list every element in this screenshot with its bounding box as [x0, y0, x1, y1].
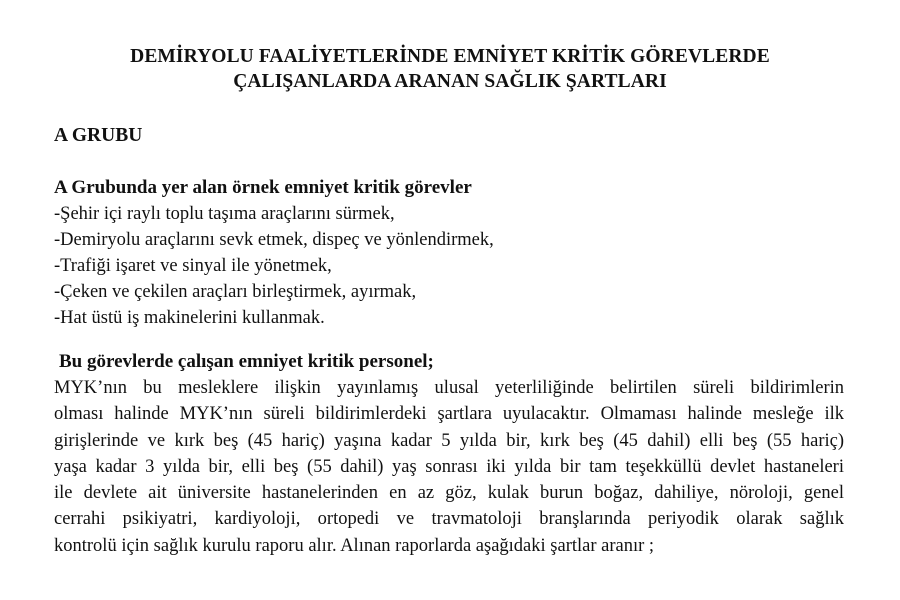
document-title-line-1: DEMİRYOLU FAALİYETLERİNDE EMNİYET KRİTİK GÖREVLERDE — [130, 46, 770, 67]
group-heading: A GRUBU — [54, 125, 143, 146]
paragraph-line: MYK’nın bu mesleklere ilişkin yayınlamış ulusal yeterliliğinde belirtilen süreli bildirimlerin — [54, 378, 844, 398]
requirements-paragraph — [54, 375, 844, 559]
document-title-line-2: ÇALIŞANLARDA ARANAN SAĞLIK ŞARTLARI — [233, 71, 667, 92]
personnel-heading: Bu görevlerde çalışan emniyet kritik personel; — [59, 351, 434, 372]
task-item: -Çeken ve çekilen araçları birleştirmek, ayırmak, — [54, 282, 417, 302]
task-item: -Demiryolu araçlarını sevk etmek, dispeç ve yönlendirmek, — [54, 230, 494, 250]
paragraph-line: cerrahi psikiyatri, kardiyoloji, ortopedi ve travmatoloji branşlarında periyodik olarak sağlık — [54, 509, 844, 530]
tasks-heading: A Grubunda yer alan örnek emniyet kritik görevler — [54, 177, 472, 198]
paragraph-line: girişlerinde ve kırk beş (45 hariç) yaşına kadar 5 yılda bir, kırk beş (45 dahil) elli beş (55 hariç) — [54, 430, 844, 451]
paragraph-line: ile devlete ait üniversite hastanelerinden en az göz, kulak burun boğaz, dahiliye, nöroloji, genel — [54, 483, 844, 504]
task-list — [54, 201, 494, 331]
paragraph-line: yaşa kadar 3 yılda bir, elli beş (55 dahil) yaş sonrası iki yılda bir tam teşekküllü devlet hastaneleri — [54, 456, 844, 477]
task-item: -Hat üstü iş makinelerini kullanmak. — [54, 308, 325, 328]
paragraph-line: kontrolü için sağlık kurulu raporu alır. Alınan raporlarda aşağıdaki şartlar aranır ; — [54, 535, 655, 556]
task-item: -Trafiği işaret ve sinyal ile yönetmek, — [54, 256, 332, 276]
task-item: -Şehir içi raylı toplu taşıma araçlarını sürmek, — [54, 204, 395, 224]
paragraph-line: olması halinde MYK’nın süreli bildirimlerdeki şartlara uyulacaktır. Olmaması halinde mesleğe ilk — [54, 404, 844, 425]
